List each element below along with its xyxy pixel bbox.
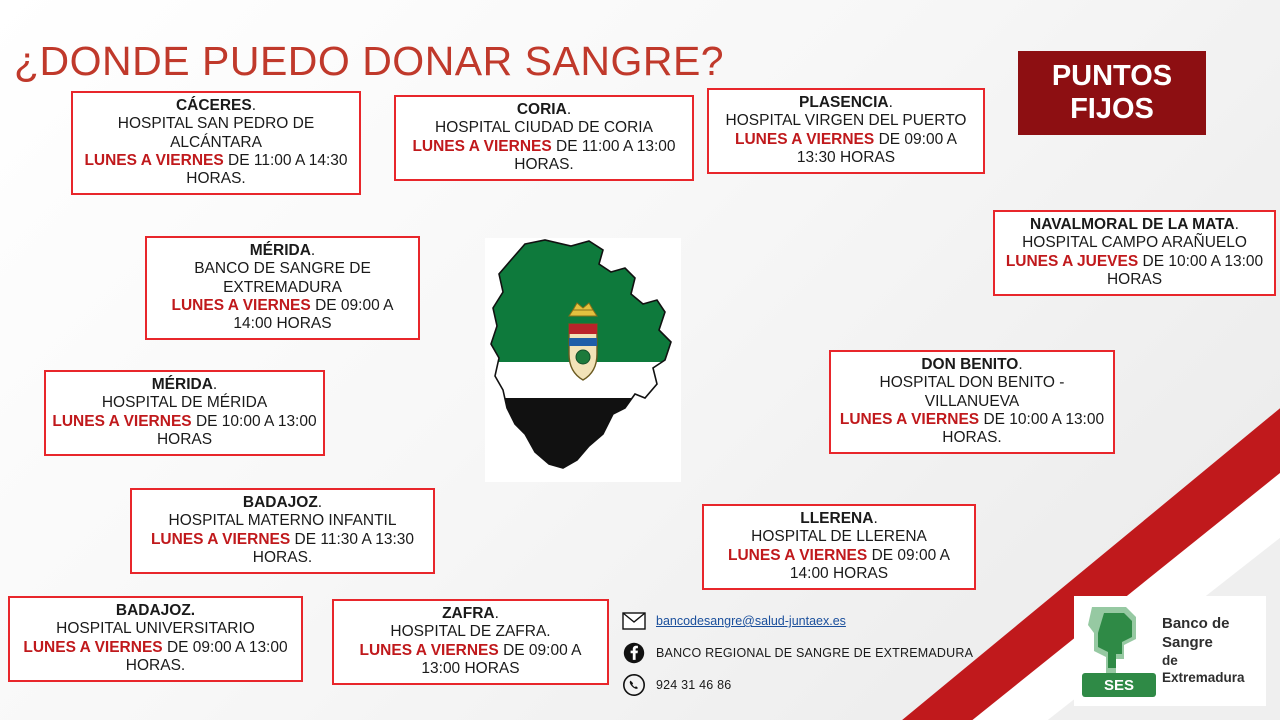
svg-text:SES: SES xyxy=(1103,677,1135,694)
card-city: ZAFRA. xyxy=(442,605,499,622)
card-schedule: LUNES A VIERNES DE 09:00 A 13:00 HORAS xyxy=(359,641,582,677)
logo-line-1: Banco de Sangre xyxy=(1162,615,1230,652)
card-schedule: LUNES A VIERNES DE 09:00 A 14:00 HORAS xyxy=(171,296,394,333)
card-schedule: LUNES A VIERNES DE 11:00 A 13:00 HORAS. xyxy=(412,137,676,173)
donation-point-card xyxy=(332,599,609,685)
card-city: CÁCERES. xyxy=(175,97,257,114)
facebook-page-name: BANCO REGIONAL DE SANGRE DE EXTREMADURA xyxy=(656,646,974,660)
card-place: HOSPITAL CIUDAD DE CORIA xyxy=(435,119,653,137)
donation-point-card xyxy=(8,596,303,682)
card-city: NAVALMORAL DE LA MATA. xyxy=(1030,216,1239,233)
phone-icon xyxy=(622,673,646,697)
card-city: PLASENCIA. xyxy=(799,94,893,111)
contact-row-email xyxy=(622,605,1042,637)
coat-of-arms xyxy=(569,303,597,380)
card-place: HOSPITAL DE MÉRIDA xyxy=(101,394,268,412)
extremadura-flag-map xyxy=(485,238,681,482)
page-title: ¿DONDE PUEDO DONAR SANGRE? xyxy=(14,38,725,84)
card-schedule: LUNES A VIERNES DE 11:30 A 13:30 HORAS. xyxy=(150,530,415,566)
card-schedule: LUNES A JUEVES DE 10:00 A 13:00 HORAS xyxy=(1005,252,1264,288)
card-city: LLERENA. xyxy=(800,510,878,527)
card-place: HOSPITAL DE ZAFRA. xyxy=(390,623,551,641)
card-schedule: LUNES A VIERNES DE 09:00 A 14:00 HORAS xyxy=(728,546,950,582)
donation-point-card xyxy=(707,88,985,174)
donation-point-card xyxy=(702,504,976,590)
card-schedule: LUNES A VIERNES DE 10:00 A 13:00 HORAS. xyxy=(839,410,1105,447)
email-link[interactable]: bancodesangre@salud-juntaex.es xyxy=(656,614,846,628)
donation-point-card xyxy=(130,488,435,574)
envelope-icon xyxy=(622,609,646,633)
card-schedule: LUNES A VIERNES DE 11:00 A 14:30 HORAS. xyxy=(84,151,348,188)
card-city: MÉRIDA. xyxy=(151,376,218,393)
donation-point-card xyxy=(145,236,420,340)
donation-point-card xyxy=(71,91,361,195)
donation-point-card xyxy=(993,210,1276,296)
card-place: HOSPITAL DON BENITO - VILLANUEVA xyxy=(879,374,1065,410)
ses-extremadura-logo xyxy=(1074,596,1266,706)
card-schedule: LUNES A VIERNES DE 09:00 A 13:00 HORAS. xyxy=(23,638,288,674)
map-svg xyxy=(485,238,681,482)
donation-point-card xyxy=(394,95,694,181)
donation-point-card xyxy=(829,350,1115,454)
facebook-icon[interactable] xyxy=(622,641,646,665)
card-city: BADAJOZ. xyxy=(115,602,196,619)
card-city: BADAJOZ. xyxy=(242,494,323,511)
card-schedule: LUNES A VIERNES DE 09:00 A 13:30 HORAS xyxy=(735,130,957,166)
card-city: CORIA. xyxy=(516,101,572,118)
status-badge xyxy=(1018,51,1206,135)
card-place: BANCO DE SANGRE DE EXTREMADURA xyxy=(194,260,371,296)
card-place: HOSPITAL VIRGEN DEL PUERTO xyxy=(725,112,967,130)
logo-line-3: Extremadura xyxy=(1162,669,1245,685)
contact-block xyxy=(622,605,1042,701)
card-place: HOSPITAL SAN PEDRO DE ALCÁNTARA xyxy=(117,115,315,151)
contact-row-phone xyxy=(622,669,1042,701)
phone-number: 924 31 46 86 xyxy=(656,678,732,692)
card-city: MÉRIDA. xyxy=(249,242,316,259)
card-place: HOSPITAL CAMPO ARAÑUELO xyxy=(1022,234,1247,252)
card-place: HOSPITAL MATERNO INFANTIL xyxy=(168,512,397,530)
card-schedule: LUNES A VIERNES DE 10:00 A 13:00 HORAS xyxy=(52,412,317,448)
badge-line-2: FIJOS xyxy=(1070,93,1154,125)
contact-row-facebook xyxy=(622,637,1042,669)
card-place: HOSPITAL DE LLERENA xyxy=(751,528,927,546)
logo-mark xyxy=(1082,603,1156,699)
logo-line-2: de xyxy=(1162,652,1178,668)
card-city: DON BENITO. xyxy=(921,356,1023,373)
card-place: HOSPITAL UNIVERSITARIO xyxy=(56,620,255,638)
donation-point-card xyxy=(44,370,325,456)
logo-text xyxy=(1162,615,1258,686)
badge-line-1: PUNTOS xyxy=(1051,59,1173,92)
